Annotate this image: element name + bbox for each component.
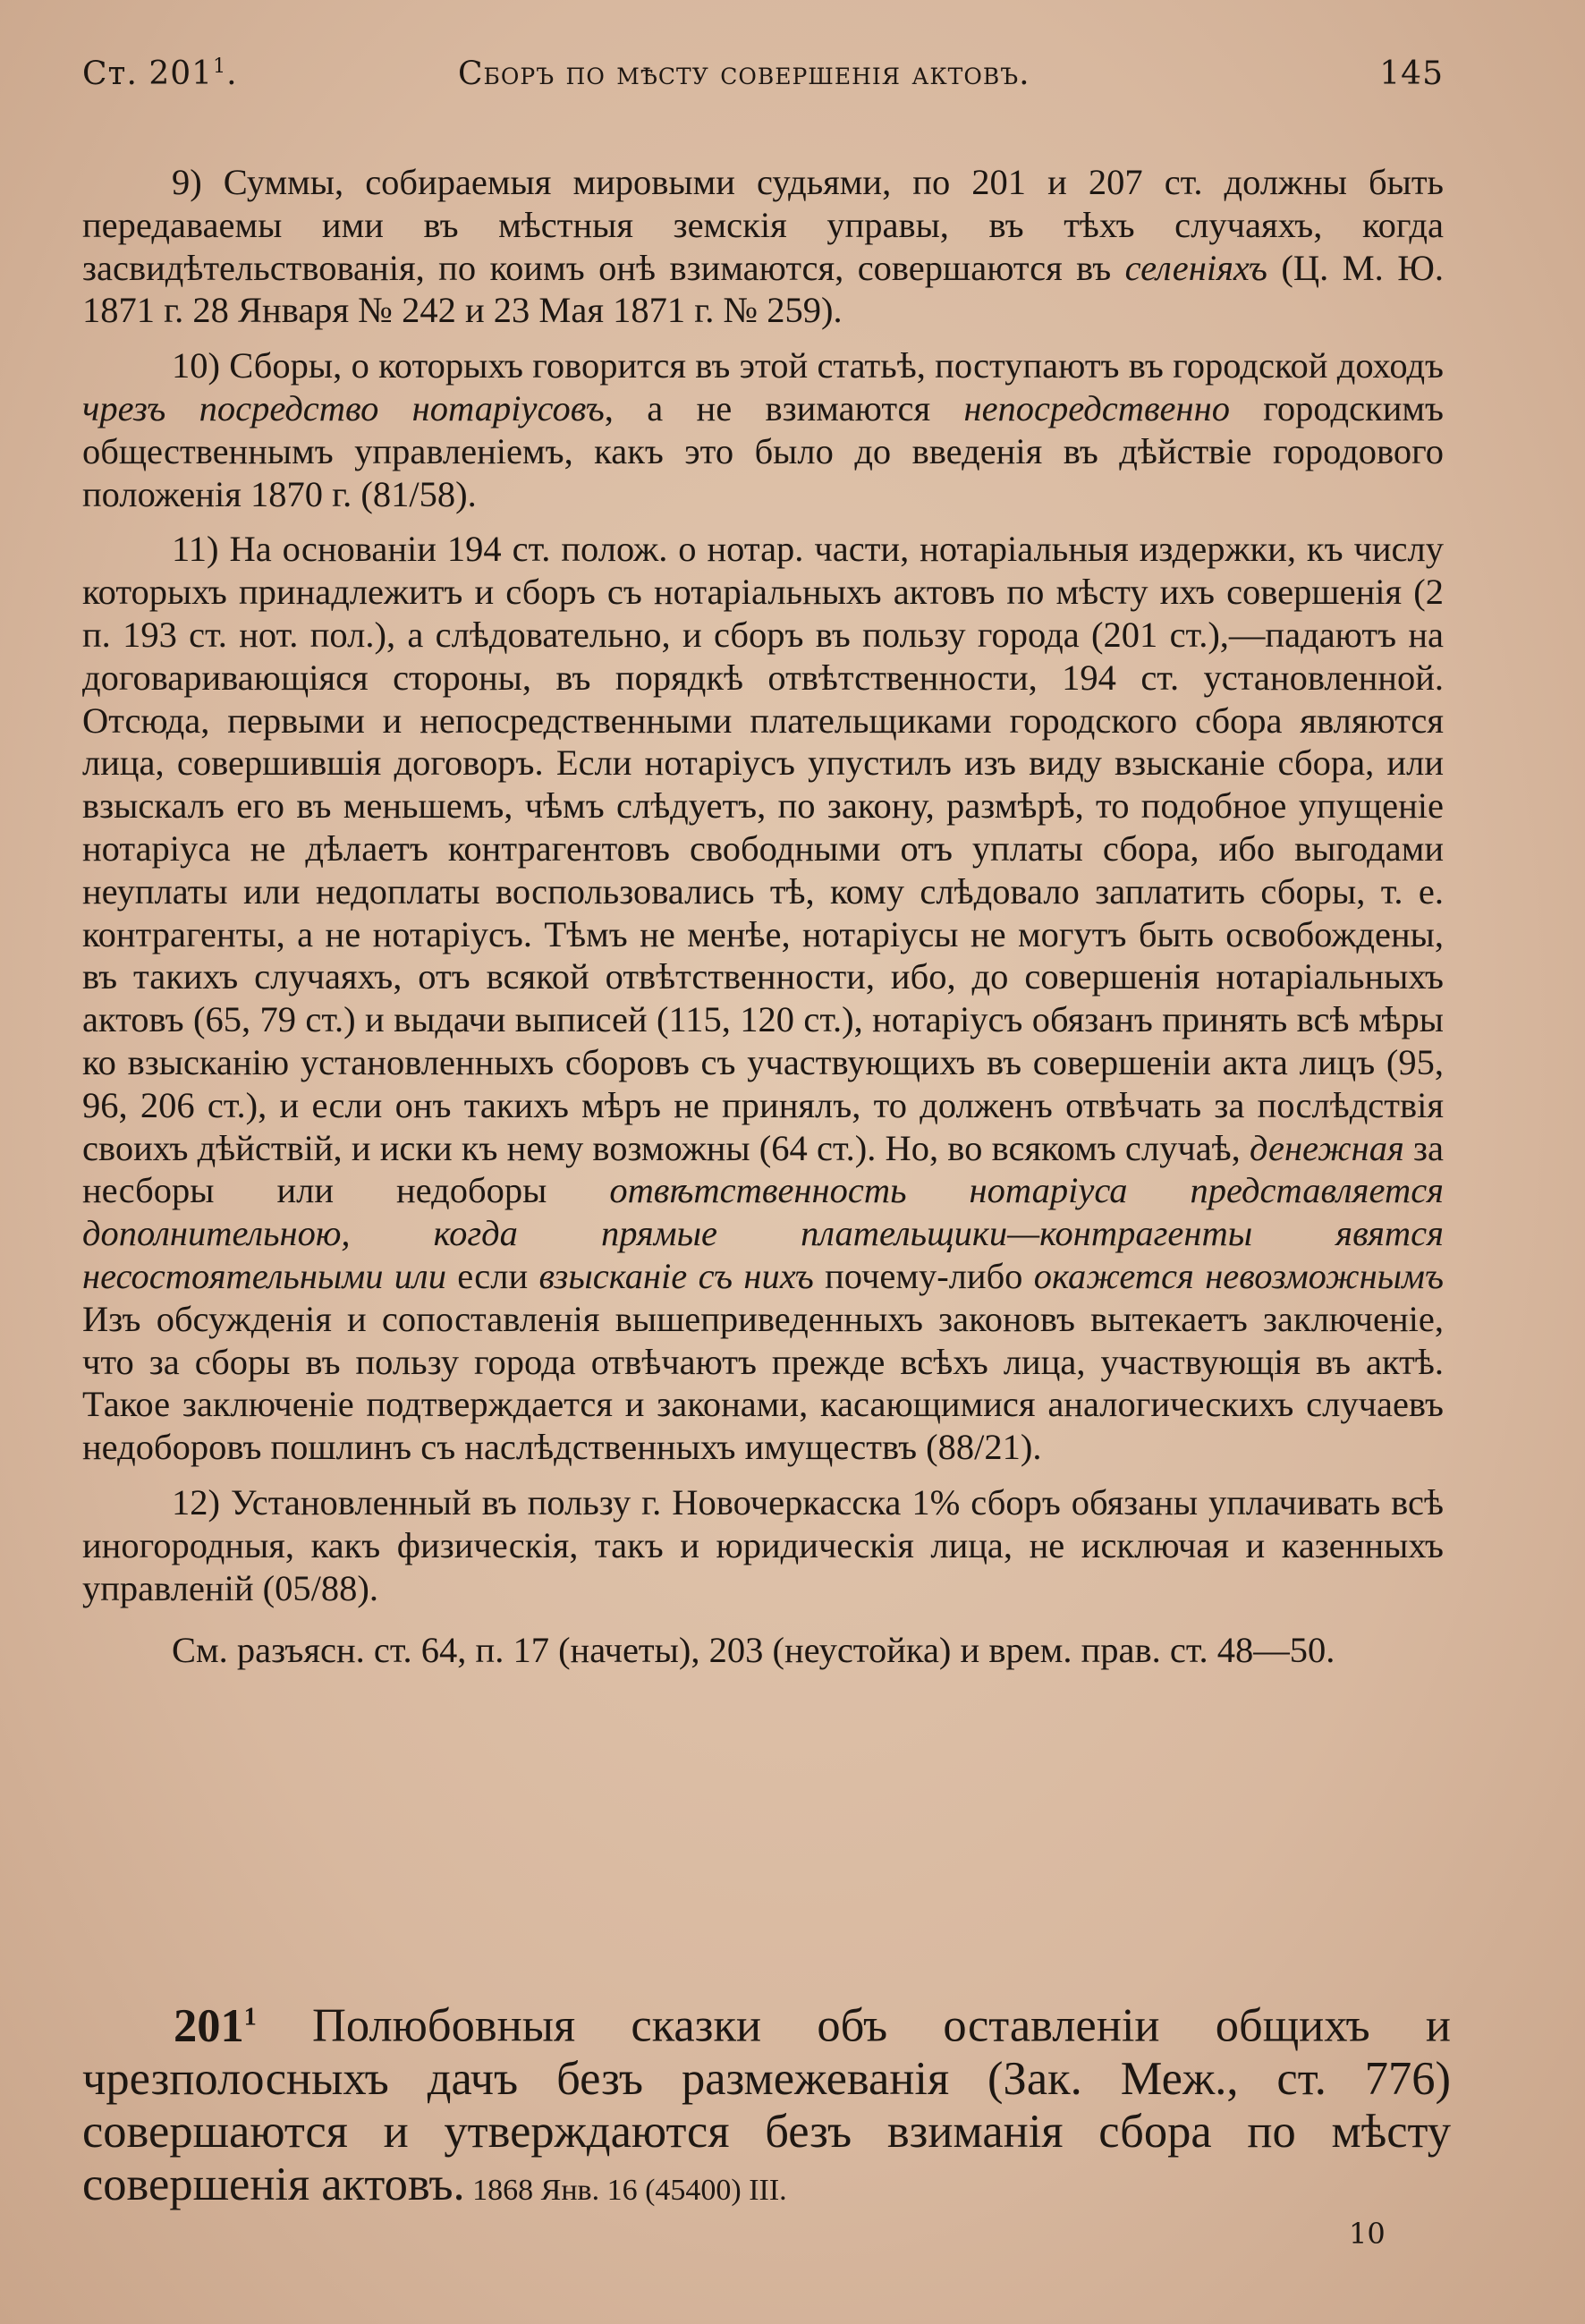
paragraph-11: 11) На основаніи 194 ст. полож. о нотар. части, нотаріальныя издержки, къ числу которыхъ принадлежитъ и сборъ съ нотаріальныхъ актовъ по мѣсту ихъ совершенія (2 п. 193 ст. нот. пол.), а слѣдовательно, и сборъ въ пользу города (201 ст.),—падаютъ на договаривающіяся стороны, въ порядкѣ отвѣтственности, 194 ст. установленной. Отсюда, первыми и непосредственными плательщиками городского сбора являются лица, совершившія договоръ. Если нотаріусъ упустилъ изъ виду взысканіе сбора, или взыскалъ его въ меньшемъ, чѣмъ слѣдуетъ, по закону, размѣрѣ, то подобное упущеніе нотаріуса не дѣлаетъ контрагентовъ свободными отъ уплаты сбора, ибо выгодами неуплаты или недоплаты воспользовались тѣ, кому слѣдовало заплатить сборы, т. е. контрагенты, а не нотаріусъ. Тѣмъ не менѣе, нотаріусы не могутъ быть освобождены, въ такихъ случаяхъ, отъ всякой отвѣтственности, ибо, до совершенія нотаріальныхъ актовъ (65, 79 ст.) и выдачи выписей (115, 120 ст.), нотаріусъ обязанъ принять всѣ мѣры ко взысканію установленныхъ сборовъ съ участвующихъ въ совершеніи акта лицъ (95, 96, 206 ст.), и если онъ такихъ мѣръ не принялъ, то долженъ отвѣчать за послѣдствія своихъ дѣйствій, и иски къ нему возможны (64 ст.). Но, во всякомъ случаѣ, денежная за несборы или недоборы отвѣтственность нотаріуса представляется дополнительною, когда прямые плательщики—контрагенты явятся несостоятельными или если взысканіе съ нихъ почему-либо окажется невозможнымъ Изъ обсужденія и сопоставленія вышеприведенныхъ законовъ вытекаетъ заключеніе, что за сборы въ пользу города отвѣчаютъ прежде всѣхъ лица, участвующія въ актѣ. Такое заключеніе подтверждается и законами, касающимися аналогическихъ случаевъ недоборовъ пошлинъ съ наслѣдственныхъ имуществъ (88/21).	[82, 529, 1444, 1468]
article-source: 1868 Янв. 16 (45400) III.	[464, 2173, 787, 2207]
paragraph-10: 10) Сборы, о которыхъ говорится въ этой статьѣ, поступаютъ въ городской доходъ чрезъ посредство нотаріусовъ, а не взимаются непосредственно городскимъ общественнымъ управленіемъ, какъ это было до введенія въ дѣйствіе городового положенія 1870 г. (81/58).	[82, 345, 1444, 514]
commentary-body	[82, 161, 1444, 1684]
paragraph-12: 12) Установленный въ пользу г. Новочеркасска 1% сборъ обязаны уплачивать всѣ иногородныя, какъ физическія, такъ и юридическія лица, не исключая и казенныхъ управленій (05/88).	[82, 1481, 1444, 1608]
header-article-ref: Ст. $201^1$.	[82, 55, 238, 92]
paragraph-9: 9) Суммы, собираемыя мировыми судьями, по 201 и 207 ст. должны быть передаваемы ими въ мѣстныя земскія управы, въ тѣхъ случаяхъ, когда засвидѣтельствованія, по коимъ онѣ взимаются, совершаются въ селеніяхъ (Ц. М. Ю. 1871 г. 28 Января № 242 и 23 Мая 1871 г. № 259).	[82, 162, 1444, 331]
see-also-note: См. разъясн. ст. 64, п. 17 (начеты), 203 (неустойка) и врем. прав. ст. 48—50.	[172, 1630, 1335, 1671]
running-header	[82, 55, 1444, 109]
article-text: Полюбовныя сказки объ оставленіи общихъ и чрезполосныхъ дачъ безъ размежеванія (Зак. Меж., ст. 776) совершаются и утверждаются безъ взиманія сбора по мѣсту совершенія актовъ.	[82, 1999, 1451, 2210]
article-number: $201^1$	[174, 1999, 257, 2052]
header-running-title: Сборъ по мѣсту совершенія актовъ.	[458, 55, 1030, 92]
signature-mark: 10	[1349, 2217, 1386, 2251]
header-page-number: 145	[1379, 55, 1444, 92]
article-201-1	[82, 1990, 1451, 2217]
